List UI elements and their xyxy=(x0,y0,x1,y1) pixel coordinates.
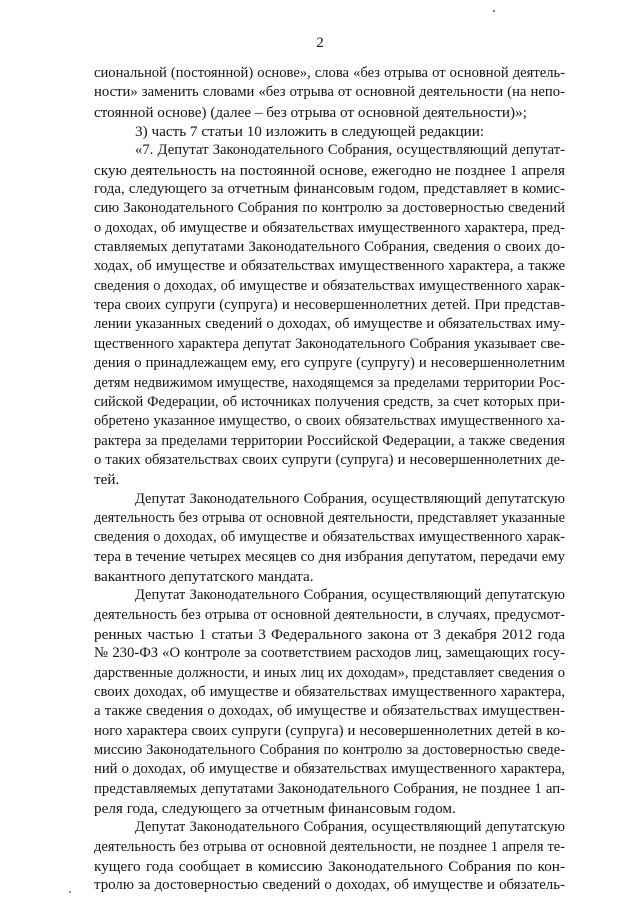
text-line: деятельность без отрыва от основной деятельности, представляет указанные xyxy=(94,509,565,526)
text-line: тролю за достоверностью сведений о доходах, об имуществе и обязатель- xyxy=(94,877,565,894)
text-line: ний о доходах, об имуществе и обязательствах имущественного характера, xyxy=(94,761,565,778)
text-line: миссию Законодательного Собрания по контролю за достоверностью сведе- xyxy=(94,742,565,759)
text-line: года, следующего за отчетным финансовым годом, представляет в комис- xyxy=(94,181,565,198)
text-line: рактера за пределами территории Российской Федерации, а также сведения xyxy=(94,432,565,449)
text-line: тей. xyxy=(94,471,120,489)
text-line: 3) часть 7 статьи 10 изложить в следующей редакции: xyxy=(135,123,485,141)
text-line: Депутат Законодательного Собрания, осуществляющий депутатскую xyxy=(135,819,565,836)
text-line: ставляемых депутатами Законодательного Собрания, сведения о своих до- xyxy=(94,239,565,256)
text-line: ренных частью 1 статьи 3 Федерального закона от 3 декабря 2012 года xyxy=(94,625,565,643)
text-line: сиональной (постоянной) основе», слова «без отрыва от основной деятель- xyxy=(94,65,565,81)
page-number: 2 xyxy=(316,35,324,51)
text-line: Депутат Законодательного Собрания, осуществляющий депутатскую xyxy=(135,587,565,604)
text-line: лении указанных сведений о доходах, об имуществе и обязательствах иму- xyxy=(94,316,565,333)
text-line: тера в течение четырех месяцев со дня избрания депутатом, передачи ему xyxy=(94,548,565,565)
text-line: дения о принадлежащем ему, его супруге (супругу) и несовершеннолетним xyxy=(94,355,565,372)
text-line: дарственные должности, и иных лиц их доходам», представляет сведения о xyxy=(94,664,565,681)
text-line: ного характера своих супруги (супруга) и несовершеннолетних детей в ко- xyxy=(94,722,565,739)
scan-speck xyxy=(69,891,71,893)
text-line: щественного характера депутат Законодательного Собрания указывает све- xyxy=(94,335,565,352)
body-text xyxy=(94,64,565,896)
text-line: сведения о доходах, об имуществе и обязательствах имущественного харак- xyxy=(94,277,565,294)
text-line: Депутат Законодательного Собрания, осуществляющий депутатскую xyxy=(135,490,565,507)
text-line: кущего года сообщает в комиссию Законодательного Собрания по кон- xyxy=(94,858,565,876)
text-line: сведения о доходах, об имуществе и обязательствах имущественного харак- xyxy=(94,529,565,546)
text-line: обретено указанное имущество, о своих обязательствах имущественного ха- xyxy=(94,413,565,430)
text-line: сию Законодательного Собрания по контролю за достоверностью сведений xyxy=(94,200,565,217)
text-line: своих доходах, об имуществе и обязательствах имущественного характера, xyxy=(94,684,565,700)
text-line: реля года, следующего за отчетным финансовым годом. xyxy=(94,800,456,818)
text-line: «7. Депутат Законодательного Собрания, осуществляющий депутат- xyxy=(135,142,565,159)
text-line: о доходах, об имуществе и обязательствах имущественного характера, пред- xyxy=(94,219,565,236)
text-line: ходах, об имуществе и обязательствах имущественного характера, а также xyxy=(94,258,565,275)
text-line: деятельность без отрыва от основной деятельности, в случаях, предусмот- xyxy=(94,606,565,623)
text-line: № 230-ФЗ «О контроле за соответствием расходов лиц, замещающих госу- xyxy=(94,645,565,662)
text-line: стоянной основе) (далее – без отрыва от основной деятельности)»; xyxy=(94,103,527,121)
text-line: деятельность без отрыва от основной деятельности, не позднее 1 апреля те- xyxy=(94,838,565,855)
text-line: представляемых депутатами Законодательного Собрания, не позднее 1 ап- xyxy=(94,780,565,797)
text-line: детям недвижимом имуществе, находящемся за пределами территории Рос- xyxy=(94,374,565,391)
text-line: а также сведения о доходах, об имуществе и обязательствах имуществен- xyxy=(94,703,565,720)
text-line: вакантного депутатского мандата. xyxy=(94,567,314,585)
scan-speck xyxy=(493,10,495,12)
text-line: скую деятельность на постоянной основе, ежегодно не позднее 1 апреля xyxy=(94,161,565,179)
text-line: сийской Федерации, об источниках получения средств, за счет которых при- xyxy=(94,393,565,410)
text-line: тера своих супруги (супруга) и несовершеннолетних детей. При представ- xyxy=(94,297,565,314)
text-line: о таких обязательствах своих супруги (супруга) и несовершеннолетних де- xyxy=(94,451,565,468)
text-line: ности» заменить словами «без отрыва от основной деятельности (на непо- xyxy=(94,84,565,101)
